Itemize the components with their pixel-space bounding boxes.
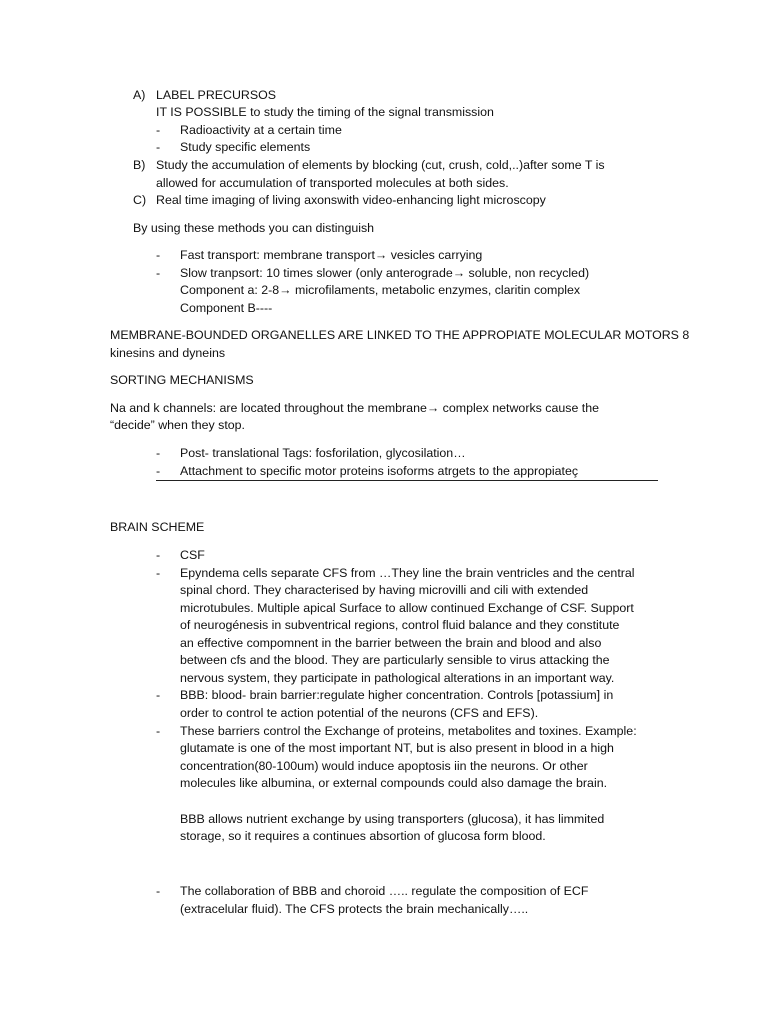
fast-transport-item: Fast transport: membrane transport→ vesicles carrying bbox=[180, 248, 483, 262]
epyndema-paragraph: nervous system, they participate in pathological alterations in an important way. bbox=[180, 671, 615, 685]
sorting-heading: SORTING MECHANISMS bbox=[110, 373, 254, 387]
epyndema-paragraph: between cfs and the blood. They are particularly sensible to virus attacking the bbox=[180, 653, 610, 667]
channels-paragraph: “decide” when they stop. bbox=[110, 418, 245, 432]
list-item: Radioactivity at a certain time bbox=[180, 123, 342, 137]
bullet-dash: - bbox=[156, 266, 161, 280]
label-precursos-heading: LABEL PRECURSOS bbox=[156, 88, 277, 102]
sorting-item: Attachment to specific motor proteins isoforms atrgets to the appropiateç bbox=[180, 464, 579, 478]
barriers-paragraph: These barriers control the Exchange of proteins, metabolites and toxines. Example: bbox=[180, 724, 637, 738]
methods-intro: By using these methods you can distinguish bbox=[133, 221, 375, 235]
barriers-paragraph: molecules like albumina, or external compounds could also damage the brain. bbox=[180, 776, 608, 790]
slow-transport-item: Slow tranpsort: 10 times slower (only anterograde→ soluble, non recycled) bbox=[180, 266, 590, 280]
organelles-paragraph: kinesins and dyneins bbox=[110, 346, 226, 360]
timing-intro: IT IS POSSIBLE to study the timing of the signal transmission bbox=[156, 105, 494, 119]
list-marker-c: C) bbox=[133, 193, 147, 207]
bullet-dash: - bbox=[156, 446, 161, 460]
bullet-dash: - bbox=[156, 566, 161, 580]
bullet-dash: - bbox=[156, 248, 161, 262]
bullet-dash: - bbox=[156, 548, 161, 562]
epyndema-paragraph: Epyndema cells separate CFS from …They line the brain ventricles and the central bbox=[180, 566, 635, 580]
epyndema-paragraph: spinal chord. They characterised by having microvilli and cili with extended bbox=[180, 583, 589, 597]
accumulation-line: Study the accumulation of elements by blocking (cut, crush, cold,..)after some T is bbox=[156, 158, 605, 172]
bullet-dash: - bbox=[156, 724, 161, 738]
slow-transport-item: Component B---- bbox=[180, 301, 273, 315]
horizontal-rule bbox=[156, 480, 658, 481]
real-time-imaging-line: Real time imaging of living axonswith video-enhancing light microscopy bbox=[156, 193, 546, 207]
epyndema-paragraph: of neurogénesis in subventrical regions, control fluid balance and they constitute bbox=[180, 618, 620, 632]
brain-scheme-heading: BRAIN SCHEME bbox=[110, 520, 205, 534]
bullet-dash: - bbox=[156, 140, 161, 154]
bbb-paragraph: BBB: blood- brain barrier:regulate higher concentration. Controls [potassium] in bbox=[180, 688, 614, 702]
barriers-paragraph: glutamate is one of the most important NT, but is also present in blood in a high bbox=[180, 741, 614, 755]
collaboration-paragraph: (extracelular fluid). The CFS protects the brain mechanically….. bbox=[180, 902, 529, 916]
nutrient-paragraph: storage, so it requires a continues absortion of glucosa form blood. bbox=[180, 829, 546, 843]
list-marker-b: B) bbox=[133, 158, 146, 172]
collaboration-paragraph: The collaboration of BBB and choroid ….. regulate the composition of ECF bbox=[180, 884, 589, 898]
bbb-paragraph: order to control te action potential of the neurons (CFS and EFS). bbox=[180, 706, 539, 720]
organelles-paragraph: MEMBRANE-BOUNDED ORGANELLES ARE LINKED TO THE APPROPIATE MOLECULAR MOTORS 8 bbox=[110, 328, 690, 342]
sorting-item: Post- translational Tags: fosforilation, glycosilation… bbox=[180, 446, 466, 460]
bullet-dash: - bbox=[156, 884, 161, 898]
list-marker-a: A) bbox=[133, 88, 146, 102]
accumulation-line: allowed for accumulation of transported molecules at both sides. bbox=[156, 176, 509, 190]
csf-item: CSF bbox=[180, 548, 205, 562]
epyndema-paragraph: an effective compomnent in the barrier between the brain and blood and also bbox=[180, 636, 602, 650]
channels-paragraph: Na and k channels: are located throughout the membrane→ complex networks cause the bbox=[110, 401, 600, 415]
bullet-dash: - bbox=[156, 464, 161, 478]
bullet-dash: - bbox=[156, 123, 161, 137]
slow-transport-item: Component a: 2-8→ microfilaments, metabolic enzymes, claritin complex bbox=[180, 283, 581, 297]
list-item: Study specific elements bbox=[180, 140, 311, 154]
epyndema-paragraph: microtubules. Multiple apical Surface to allow continued Exchange of CSF. Support bbox=[180, 601, 634, 615]
barriers-paragraph: concentration(80-100um) would induce apoptosis iin the neurons. Or other bbox=[180, 759, 588, 773]
bullet-dash: - bbox=[156, 688, 161, 702]
nutrient-paragraph: BBB allows nutrient exchange by using transporters (glucosa), it has limmited bbox=[180, 812, 605, 826]
